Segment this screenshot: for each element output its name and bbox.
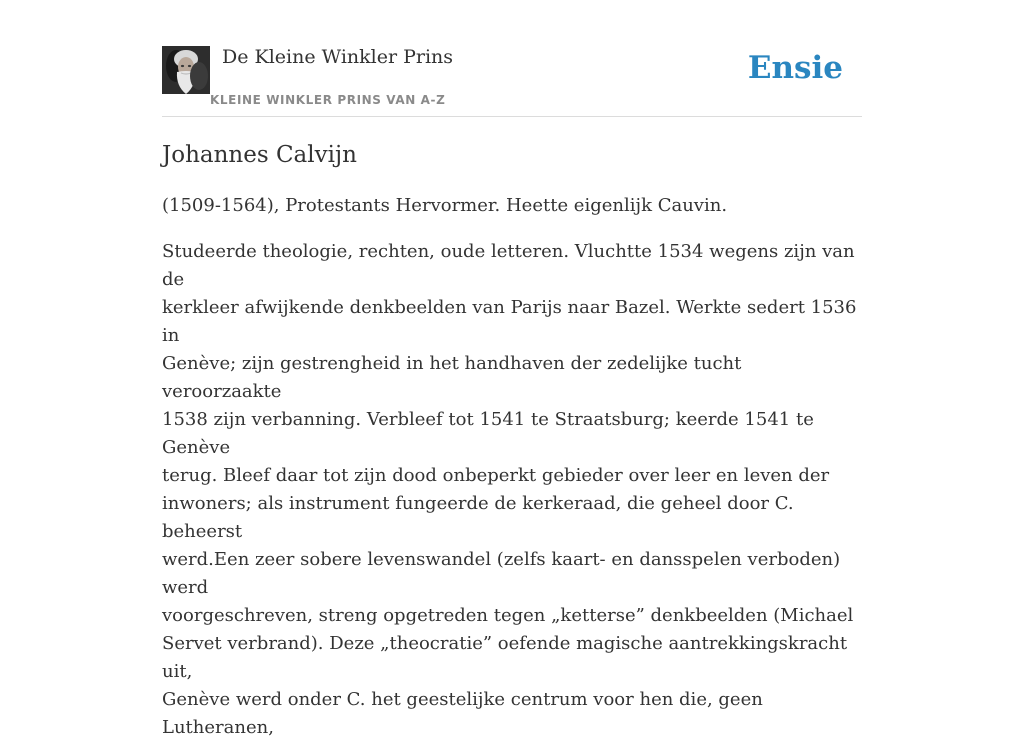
article-body-line: Servet verbrand). Deze „theocratie” oefende magische aantrekkingskracht uit,: [162, 633, 848, 682]
article-body-line: Studeerde theologie, rechten, oude letteren. Vluchtte 1534 wegens zijn van de: [162, 241, 855, 290]
book-subtitle[interactable]: KLEINE WINKLER PRINS VAN A-Z: [210, 93, 446, 107]
article-body-line: terug. Bleef daar tot zijn dood onbeperkt gebieder over leer en leven der: [162, 465, 830, 486]
article-body-line: inwoners; als instrument fungeerde de kerkeraad, die geheel door C. beheerst: [162, 493, 794, 542]
bearded-man-portrait-icon[interactable]: [162, 46, 210, 94]
article-body-line: werd.Een zeer sobere levenswandel (zelfs kaart- en dansspelen verboden) werd: [162, 549, 841, 598]
article-body-line: 1538 zijn verbanning. Verbleef tot 1541 te Straatsburg; keerde 1541 te Genève: [162, 409, 814, 458]
article-intro: (1509-1564), Protestants Hervormer. Heette eigenlijk Cauvin.: [162, 195, 728, 216]
article-body-line: kerkleer afwijkende denkbeelden van Parijs naar Bazel. Werkte sedert 1536 in: [162, 297, 857, 346]
book-title[interactable]: De Kleine Winkler Prins: [222, 46, 454, 68]
avatar-image: [162, 46, 210, 94]
site-header: [162, 0, 862, 117]
article-content: [162, 138, 862, 742]
article-body-line: Genève werd onder C. het geestelijke centrum voor hen die, geen Lutheranen,: [162, 689, 763, 738]
article-body: [162, 238, 862, 742]
article-body-line: Genève; zijn gestrengheid in het handhaven der zedelijke tucht veroorzaakte: [162, 353, 742, 402]
ensie-logo-link[interactable]: Ensie: [747, 50, 843, 86]
article-title: Johannes Calvijn: [162, 142, 357, 168]
article-body-line: voorgeschreven, streng opgetreden tegen „ketterse” denkbeelden (Michael: [162, 605, 854, 626]
